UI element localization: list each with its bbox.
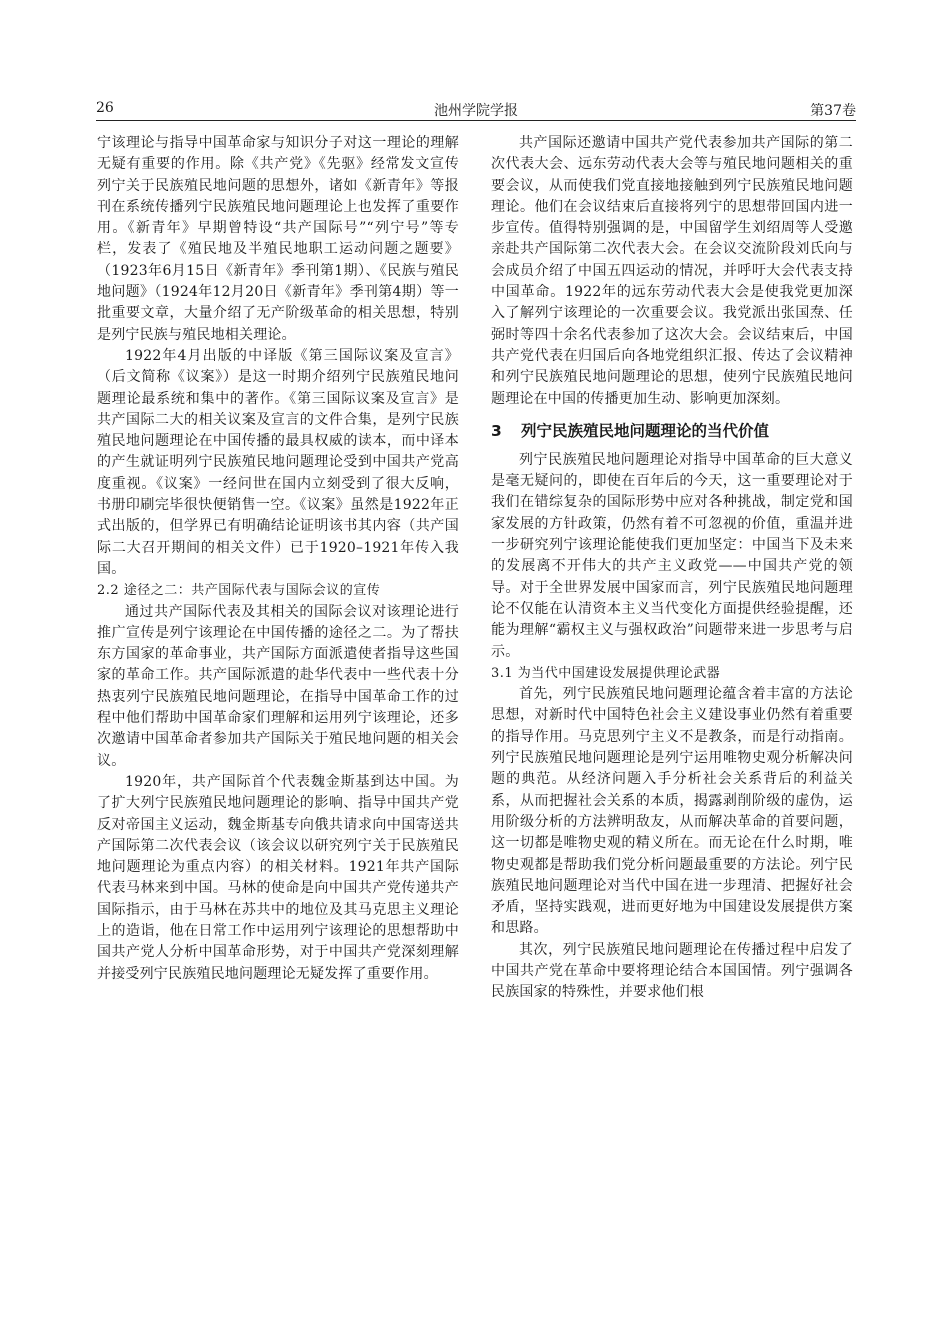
page-number: 26 [96,100,114,116]
paragraph: 宁该理论与指导中国革命家与知识分子对这一理论的理解无疑有重要的作用。除《共产党》《先驱》经常发文宣传列宁关于民族殖民地问题的思想外，诸如《新青年》等报刊在系统传播列宁民族殖民地问题理论上也发挥了重要作用。《新青年》早期曾特设“共产国际号”“列宁号”等专栏，发表了《殖民地及半殖民地职工运动问题之题要》（1923年6月15日《新青年》季刊第1期）、《民族与殖民地问题》（1924年12月20日《新青年》季刊第4期）等一批重要文章，大量介绍了无产阶级革命的相关思想，特别是列宁民族与殖民地相关理论。 [97,135,459,343]
paragraph: 首先，列宁民族殖民地问题理论蕴含着丰富的方法论思想，对新时代中国特色社会主义建设事业仍然有着重要的指导作用。马克思列宁主义不是教条，而是行动指南。列宁民族殖民地问题理论是列宁运用唯物史观分析解决问题的典范。从经济问题入手分析社会关系背后的利益关系，从而把握社会关系的本质，揭露剥削阶级的虚伪，运用阶级分析的方法辨明敌友，从而解决革命的首要问题，这一切都是唯物史观的精义所在。而无论在什么时期，唯物史观都是帮助我们党分析问题最重要的方法论。列宁民族殖民地问题理论对当代中国在进一步理清、把握好社会矛盾，坚持实践观，进而更好地为中国建设发展提供方案和思路。 [491,686,853,937]
left-column [97,133,459,985]
section-title: 列宁民族殖民地问题理论的当代价值 [521,421,770,440]
subsection-heading: 3.1 为当代中国建设发展提供理论武器 [491,665,721,681]
journal-title: 池州学院学报 [434,103,518,119]
paragraph: 1920年，共产国际首个代表魏金斯基到达中国。为了扩大列宁民族殖民地问题理论的影响、指导中国共产党反对帝国主义运动，魏金斯基专向俄共请求向中国寄送共产国际第二次代表会议（该会议以研究列宁关于民族殖民地问题理论为重点内容）的相关材料。1921年共产国际代表马林来到中国。马林的使命是向中国共产党传递共产国际指示，由于马林在苏共中的地位及其马克思主义理论上的造诣，他在日常工作中运用列宁该理论的思想帮助中国共产党人分析中国革命形势，对于中国共产党深刻理解并接受列宁民族殖民地问题理论无疑发挥了重要作用。 [97,773,459,982]
paragraph: 1922年4月出版的中译版《第三国际议案及宣言》（后文简称《议案》）是这一时期介绍列宁民族殖民地问题理论最系统和集中的著作。《第三国际议案及宣言》是共产国际二大的相关议案及宣言的文件合集，是列宁民族殖民地问题理论在中国传播的最具权威的读本，而中译本的产生就证明列宁民族殖民地问题理论受到中国共产党高度重视。《议案》一经问世在国内立刻受到了很大反响，书册印刷完毕很快便销售一空。《议案》虽然是1922年正式出版的，但学界已有明确结论证明该书其内容（共产国际二大召开期间的相关文件）已于1920–1921年传入我国。 [97,347,459,577]
right-column [491,133,853,1004]
section-number: 3 [491,421,502,440]
paragraph: 其次，列宁民族殖民地问题理论在传播过程中启发了中国共产党在革命中要将理论结合本国国情。列宁强调各民族国家的特殊性，并要求他们根 [491,941,853,1001]
paragraph: 列宁民族殖民地问题理论对指导中国革命的巨大意义是毫无疑问的，即使在百年后的今天，这一重要理论对于我们在错综复杂的国际形势中应对各种挑战，制定党和国家发展的方针政策，仍然有着不可忽视的价值，重温并进一步研究列宁该理论能使我们更加坚定：中国当下及未来的发展离不开伟大的共产主义政党——中国共产党的领导。对于全世界发展中国家而言，列宁民族殖民地问题理论不仅能在认清资本主义当代变化方面提供经验提醒，还能为理解“霸权主义与强权政治”问题带来进一步思考与启示。 [491,451,853,660]
paragraph: 共产国际还邀请中国共产党代表参加共产国际的第二次代表大会、远东劳动代表大会等与殖民地问题相关的重要会议，从而使我们党直接地接触到列宁民族殖民地问题理论。他们在会议结束后直接将列宁的思想带回国内进一步宣传。值得特别强调的是，中国留学生刘绍周等人受邀亲赴共产国际第二次代表大会。在会议交流阶段刘氏向与会成员介绍了中国五四运动的情况，并呼吁大会代表支持中国革命。1922年的远东劳动代表大会是使我党更加深入了解列宁该理论的一次重要会议。我党派出张国焘、任弼时等四十余名代表参加了这次大会。会议结束后，中国共产党代表在归国后向各地党组织汇报、传达了会议精神和列宁民族殖民地问题理论的思想，使列宁民族殖民地问题理论在中国的传播更加生动、影响更加深刻。 [491,135,853,407]
paragraph: 通过共产国际代表及其相关的国际会议对该理论进行推广宣传是列宁该理论在中国传播的途径之二。为了帮扶东方国家的革命事业，共产国际方面派遣使者指导这些国家的革命工作。共产国际派遣的赴华代表中一些代表十分热衷列宁民族殖民地问题理论，在指导中国革命工作的过程中他们帮助中国革命家们理解和运用列宁该理论，还多次邀请中国革命者参加共产国际关于殖民地问题的相关会议。 [97,603,459,769]
volume-label: 第37卷 [810,103,856,119]
section-heading [491,418,853,444]
subsection-heading: 2.2 途径之二：共产国际代表与国际会议的宣传 [97,583,381,599]
header-rule [96,120,856,121]
running-header [96,96,856,120]
